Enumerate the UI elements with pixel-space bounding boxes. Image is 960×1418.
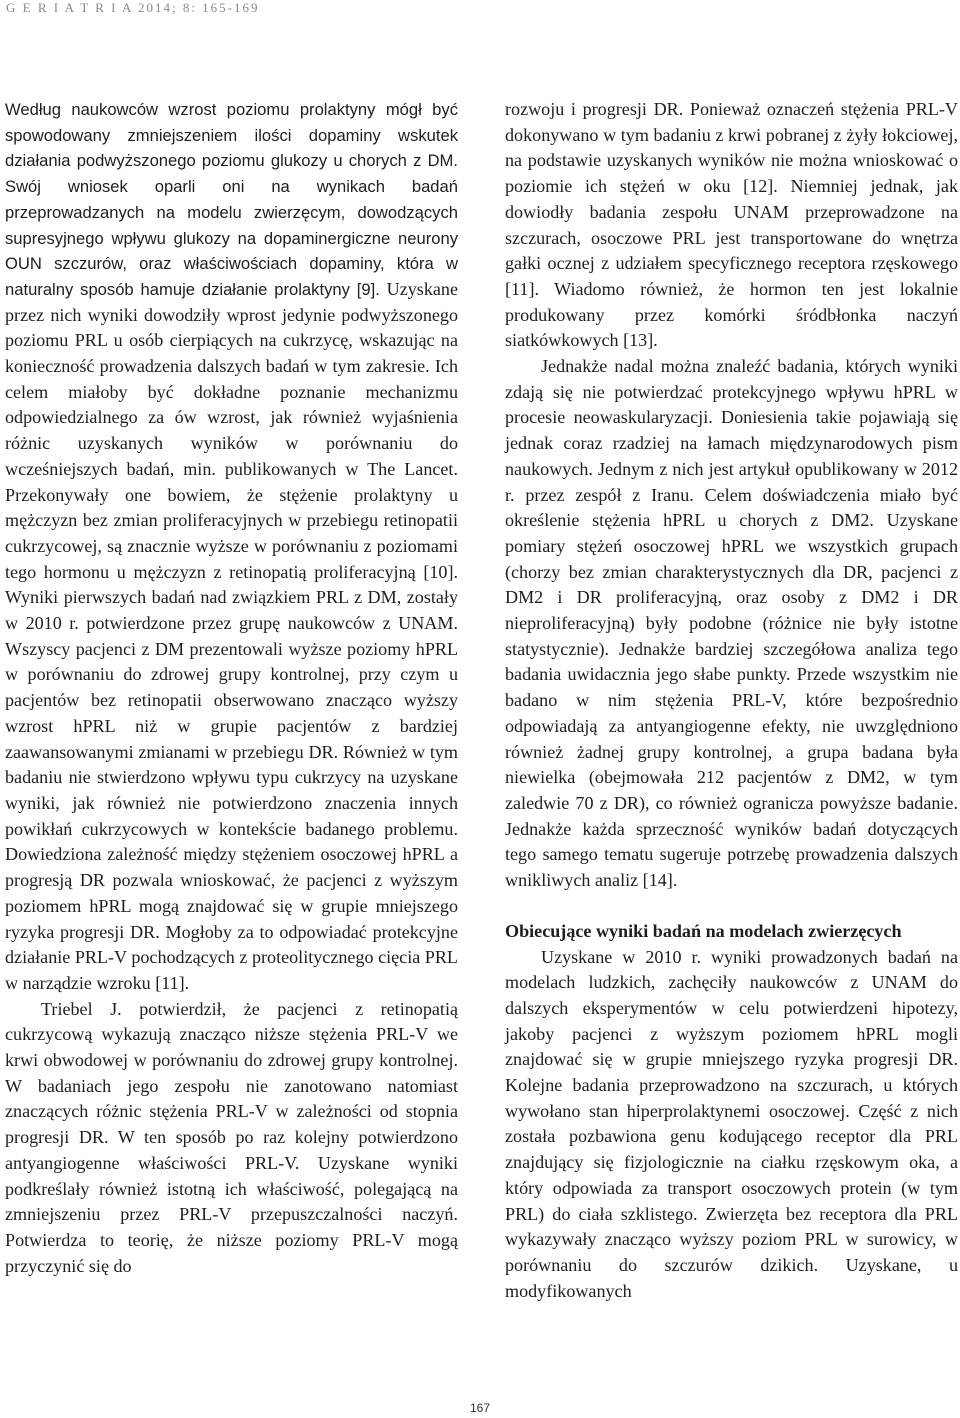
left-column	[5, 97, 458, 1279]
body-paragraph: Uzyskane w 2010 r. wyniki prowadzonych badań na modelach ludzkich, zachęciły naukowców z UNAM do dalszych eksperymentów w celu potwierdzeni hipotezy, jakoby pacjenci z wyższym poziomem hPRL mogli znajdować się w grupie mniejszego ryzyka progresji DR. Kolejne badania przeprowadzono na szczurach, u których wywołano stan hiperprolaktynemi osoczowej. Część z nich została pozbawiona genu kodującego receptor dla PRL znajdujący się fizjologicznie na ciałku rzęskowym oka, a który odpowiada za transport osoczowych protein (w tym PRL) do ciała szklistego. Zwierzęta bez receptora dla PRL wykazywały znacząco wyższy poziom PRL w surowicy, w porównaniu do szczurów dzikich. Uzyskane, u modyfikowanych	[505, 946, 958, 1301]
page-number: 167	[469, 1401, 491, 1415]
body-text-sans: Według naukowców wzrost poziomu prolaktyny mógł być spowodowany zmniejszeniem ilości dopaminy wskutek działania podwyższonego poziomu glukozy u chorych z DM. Swój wniosek oparli oni na wynikach badań przeprowadzanych na modelu zwierzęcym, dowodzących supresyjnego wpływu glukozy na dopaminergiczne neurony OUN szczurów, oraz właściwościach dopaminy, która w naturalny sposób hamuje działanie prolaktyny [9].	[5, 100, 458, 299]
body-paragraph: Jednakże nadal można znaleźć badania, których wyniki zdają się nie potwierdzać protekcyjnego wpływu hPRL w procesie neowaskularyzacji. Doniesienia takie pojawiają się jednak coraz rzadziej na łamach międzynarodowych pism naukowych. Jednym z nich jest artykuł opublikowany w 2012 r. przez zespół z Iranu. Celem doświadczenia miało być określenie stężenia hPRL u chorych z DM2. Uzyskane pomiary stężeń osoczowej hPRL we wszystkich grupach (chorzy bez zmian charakterystycznych dla DR, pacjenci z DM2 i DR proliferacyjną, oraz osoby z DM2 i DR nieproliferacyjną) były podobne (różnice nie były istotne statystycznie). Jednakże bardziej szczegółowa analiza tego badania uwidacznia jego słabe punkty. Przede wszystkim nie badano w nim stężenia PRL-V, które bezpośrednio odpowiadają za antyangiogenne efekty, nie uwzględniono również żadnej grupy kontrolnej, a grupa badana była niewielka (obejmowała 212 pacjentów z DM2, w tym zaledwie 70 z DR), co również ogranicza powyższe badanie. Jednakże każda sprzeczność wyników badań dotyczących tego samego tematu sugeruje potrzebę prowadzenia dalszych wnikliwych analiz [14].	[505, 356, 958, 891]
body-text: Uzyskane przez nich wyniki dowodziły wprost jedynie podwyższonego poziomu PRL u osób cierpiących na cukrzycę, wskazując na konieczność prowadzenia dalszych badań w tym zakresie. Ich celem miałoby być dokładne poznanie mechanizmu odpowiedzialnego za ów wzrost, jak również wyjaśnienia różnic uzyskanych wyników w porównaniu do wcześniejszych badań, min. publikowanych w The Lancet. Przekonywały one bowiem, że stężenie prolaktyny u mężczyzn bez zmian proliferacyjnych w przebiegu retinopatii cukrzycowej, są znacznie wyższe w porównaniu z poziomami tego hormonu u mężczyzn z retinopatią proliferacyjną [10]. Wyniki pierwszych badań nad związkiem PRL z DM, zostały w 2010 r. potwierdzone przez grupę naukowców z UNAM. Wszyscy pacjenci z DM prezentowali wyższe poziomy hPRL w porównaniu do zdrowej grupy kontrolnej, przy czym u pacjentów bez retinopatii obserwowano znacząco wyższy wzrost hPRL niż w grupie pacjentów z bardziej zaawansowanymi zmianami w przebiegu DR. Również w tym badaniu nie stwierdzono wpływu typu cukrzycy na uzyskane wyniki, jak również nie potwierdzono znaczenia innych powikłań cukrzycowych w kontekście badanego problemu. Dowiedziona zależność między stężeniem osoczowej hPRL a progresją DR pozwala wnioskować, że pacjenci z wyższym poziomem hPRL mogą znajdować się w grupie mniejszego ryzyka progresji DR. Mogłoby za to odpowiadać protekcyjne działanie PRL-V pochodzących z proteolitycznego cięcia PRL w narządzie wzroku [11].	[5, 278, 458, 993]
running-head: G E R I A T R I A 2014; 8: 165-169	[6, 0, 260, 15]
body-paragraph: Triebel J. potwierdził, że pacjenci z retinopatią cukrzycową wykazują znacząco niższe stężenia PRL-V we krwi obwodowej w porównaniu do zdrowej grupy kontrolnej. W badaniach jego zespołu nie zanotowano natomiast znaczących różnic stężenia PRL-V w zależności od stopnia progresji DR. W ten sposób po raz kolejny potwierdzono antyangiogenne właściwości PRL-V. Uzyskane wyniki podkreślały również istotną ich właściwość, polegającą na zmniejszeniu przez PRL-V przepuszczalności naczyń. Potwierdza to teorię, że niższe poziomy PRL-V mogą przyczynić się do	[5, 998, 458, 1276]
right-column	[505, 97, 958, 1304]
section-heading: Obiecujące wyniki badań na modelach zwierzęcych	[505, 920, 902, 941]
body-paragraph	[5, 97, 458, 997]
body-paragraph: rozwoju i progresji DR. Ponieważ oznaczeń stężenia PRL-V dokonywano w tym badaniu z krwi pobranej z żyły łokciowej, na podstawie uzyskanych wyników nie można wnioskować o poziomie ich stężeń w oku [12]. Niemniej jednak, jak dowiodły badania zespołu UNAM przeprowadzone na szczurach, osoczowe PRL jest transportowane do wnętrza gałki ocznej z udziałem specyficznego receptora rzęskowego [11]. Wiadomo również, że hormon ten jest lokalnie produkowany przez komórki śródbłonka naczyń siatkówkowych [13].	[505, 99, 958, 351]
